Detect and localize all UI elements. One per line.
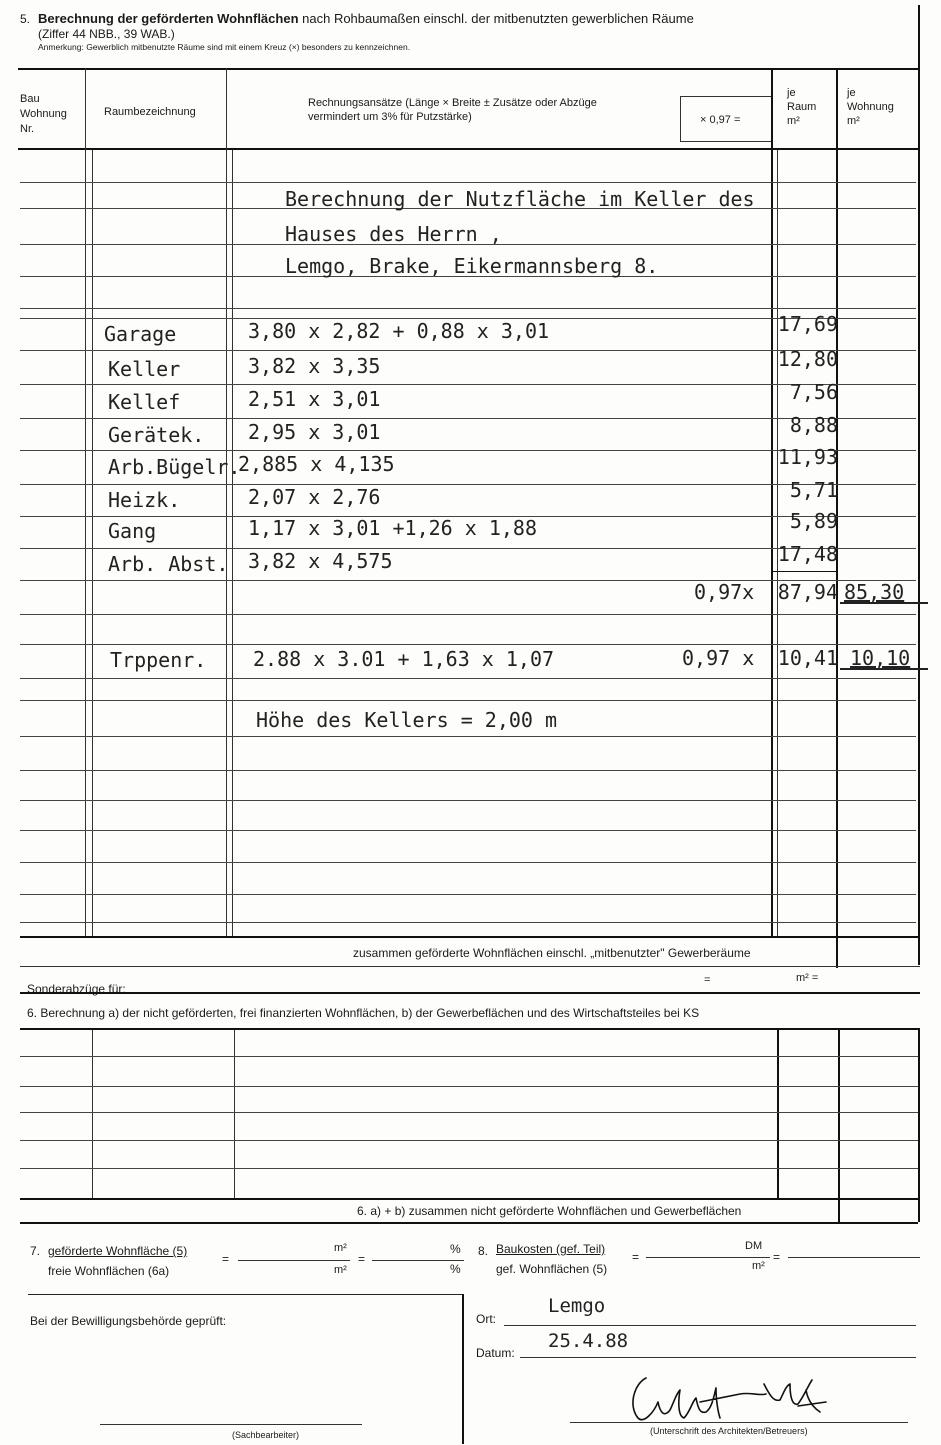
room-name: Gang [108,519,157,543]
section-8-dm: DM [745,1240,763,1252]
sonderabzuege-label: Sonderabzüge für: [27,982,126,996]
header-bottom-rule [18,148,918,150]
col-line-raum-left [92,150,93,936]
section-8-number: 8. [478,1244,489,1258]
section-6-end-rule [20,1222,918,1224]
room-calc: 2,07 x 2,76 [248,485,381,509]
section-8-frac-line [646,1257,770,1258]
room-calc: 3,82 x 3,35 [248,354,381,378]
form-right-border [918,5,920,965]
sachbearbeiter-line [100,1424,362,1425]
room-calc: 2,885 x 4,135 [238,452,395,476]
intro-line-3: Lemgo, Brake, Eikermannsberg 8. [285,254,659,278]
zusammen-5-rule [20,966,920,967]
zusammen-6-label: 6. a) + b) zusammen nicht geförderte Wohnflächen und Gewerbeflächen [357,1204,742,1218]
header-rechnung-line1: Rechnungsansätze (Länge × Breite ± Zusätze oder Abzüge [308,97,597,109]
room-name: Garage [104,322,177,346]
section-8-line2: gef. Wohnflächen (5) [496,1262,608,1276]
header-je-wohn-1: je [847,87,856,99]
bewilligung-label: Bei der Bewilligungsbehörde geprüft: [30,1314,227,1328]
header-je-raum-3: m² [787,115,800,127]
row-rule [20,1056,918,1057]
section-7-m2b: m² [334,1264,347,1276]
s6-right-border [918,1028,920,1222]
header-je-raum-1: je [787,87,796,99]
unterschrift-label: (Unterschrift des Architekten/Betreuers) [650,1426,808,1436]
row-rule [20,830,916,831]
datum-label: Datum: [476,1346,515,1360]
bewilligung-box-right [462,1294,464,1444]
ort-line[interactable] [504,1325,916,1326]
col-line-calc [226,68,227,936]
row-rule [20,308,916,309]
room-area-m2: 8,88 [789,413,838,437]
header-je-wohn-3: m² [847,115,860,127]
row-rule [20,800,916,801]
ort-value: Lemgo [548,1295,606,1317]
section-5-note: Anmerkung: Gewerblich mitbenutzte Räume sind mit einem Kreuz (×) besonders zu kennzeichnen. [38,42,411,52]
ort-label: Ort: [476,1312,496,1326]
room-name: Keller [108,357,181,381]
header-bau-line1: Bau [20,93,40,105]
s6-col-4 [838,1030,840,1222]
datum-value: 25.4.88 [548,1330,629,1352]
sum1-double-rule [840,602,928,604]
room-area-m2: 17,69 [777,312,838,336]
header-je-wohn-2: Wohnung [847,101,894,113]
section-5-subtitle: (Ziffer 44 NBB., 39 WAB.) [38,27,175,41]
section-7-m2a: m² [334,1242,347,1254]
header-rechnung-line2: vermindert um 3% für Putzstärke) [308,111,472,123]
section-7-line1: geförderte Wohnfläche (5) [48,1244,188,1258]
section-8-eq1: = [632,1250,640,1264]
row-rule [20,644,916,645]
header-bau-line3: Nr. [20,123,35,135]
row-rule [20,862,916,863]
room-name: Gerätek. [108,423,205,447]
intro-line-2: Hauses des Herrn , [285,222,502,246]
header-bau-line2: Wohnung [20,108,67,120]
section-7-number: 7. [30,1244,41,1258]
section-5-title [38,11,694,26]
zusammen-5-label: zusammen geförderte Wohnflächen einschl. „mitbenutzter" Gewerberäume [353,946,751,960]
sum1-raum: 87,94 [777,580,838,604]
sum1-raum-underline [772,571,838,572]
intro-line-1: Berechnung der Nutzfläche im Keller des [285,187,755,211]
room-calc: 3,80 x 2,82 + 0,88 x 3,01 [248,319,550,343]
row-rule [20,922,916,923]
row-rule [20,700,916,701]
header-je-wohnung [847,86,894,128]
section-8-eq2: = [773,1250,781,1264]
section-5-end-rule [20,992,920,994]
trep-wohnung: 10,10 [850,646,911,670]
header-rechnungsansaetze [308,96,597,124]
section-7-frac-line1 [238,1260,350,1261]
section-8-line1: Baukosten (gef. Teil) [496,1242,606,1256]
section-8-m2: m² [752,1260,765,1272]
row-rule [20,1140,918,1141]
trep-factor: 0,97 x [682,646,755,670]
section-7-pct-a: % [450,1242,461,1256]
sonder-equals: = [704,974,711,986]
sum1-factor: 0,97x [694,580,755,604]
section-5-number: 5. [20,12,31,26]
trep-raum: 10,41 [777,646,838,670]
section-7-eq1: = [222,1252,230,1266]
col-line-calc-inner [232,150,233,936]
room-name: Kellef [108,390,181,414]
unterschrift-line[interactable] [570,1422,908,1423]
row-rule [20,1086,918,1087]
row-rule [20,736,916,737]
section-7-line2: freie Wohnflächen (6a) [48,1264,170,1278]
row-rule [20,182,916,183]
room-area-m2: 11,93 [777,445,838,469]
room-name: Arb.Bügelr. [108,455,241,479]
row-rule [20,1112,918,1113]
room-area-m2: 5,71 [789,478,838,502]
bewilligung-box-top [28,1294,462,1295]
col-line-raum-m2 [771,68,773,936]
header-factor: × 0,97 = [700,114,741,126]
section-6-body-bottom [20,1198,918,1200]
room-name: Arb. Abst. [108,552,229,576]
trep-name: Trppenr. [110,648,207,672]
sonder-m2-equals: m² = [796,972,819,984]
section-6-title: 6. Berechnung a) der nicht geförderten, frei finanzierten Wohnflächen, b) der Gewerbeflächen und des Wirtschaftsteiles bei KS [27,1006,700,1020]
section-5-title-bold: Berechnung der geförderten Wohnflächen [38,11,299,26]
room-calc: 2,95 x 3,01 [248,420,381,444]
row-rule [20,770,916,771]
section-8-result-line [788,1257,920,1258]
table-top-rule [18,68,918,70]
section-7-eq2: = [358,1252,366,1266]
datum-line[interactable] [520,1357,916,1358]
room-calc: 2,51 x 3,01 [248,387,381,411]
row-rule [20,1168,918,1169]
row-rule [20,678,916,679]
section-6-top-rule [20,1028,918,1030]
room-area-m2: 17,48 [777,542,838,566]
table-body-bottom-rule [20,936,920,938]
row-rule [20,614,916,615]
room-name: Heizk. [108,488,181,512]
col-line-bau [85,68,86,936]
section-5-title-rest: nach Rohbaumaßen einschl. der mitbenutzten gewerblichen Räume [302,11,694,26]
room-area-m2: 7,56 [789,380,838,404]
trep-calc: 2.88 x 3.01 + 1,63 x 1,07 [253,647,555,671]
header-bau [20,92,67,137]
room-area-m2: 5,89 [789,509,838,533]
room-area-m2: 12,80 [777,347,838,371]
sum1-wohnung: 85,30 [844,580,905,604]
room-calc: 3,82 x 4,575 [248,549,393,573]
trep-double-rule [840,668,928,670]
section-7-pct-b: % [450,1262,461,1276]
header-je-raum-2: Raum [787,101,817,113]
header-je-raum [787,86,816,128]
header-raumbezeichnung: Raumbezeichnung [104,106,196,118]
signature-image [620,1372,840,1432]
row-rule [20,894,916,895]
room-calc: 1,17 x 3,01 +1,26 x 1,88 [248,516,537,540]
section-7-frac-line2 [372,1260,464,1261]
kellerhoehe: Höhe des Kellers = 2,00 m [256,708,558,732]
sachbearbeiter-label: (Sachbearbeiter) [232,1430,300,1440]
